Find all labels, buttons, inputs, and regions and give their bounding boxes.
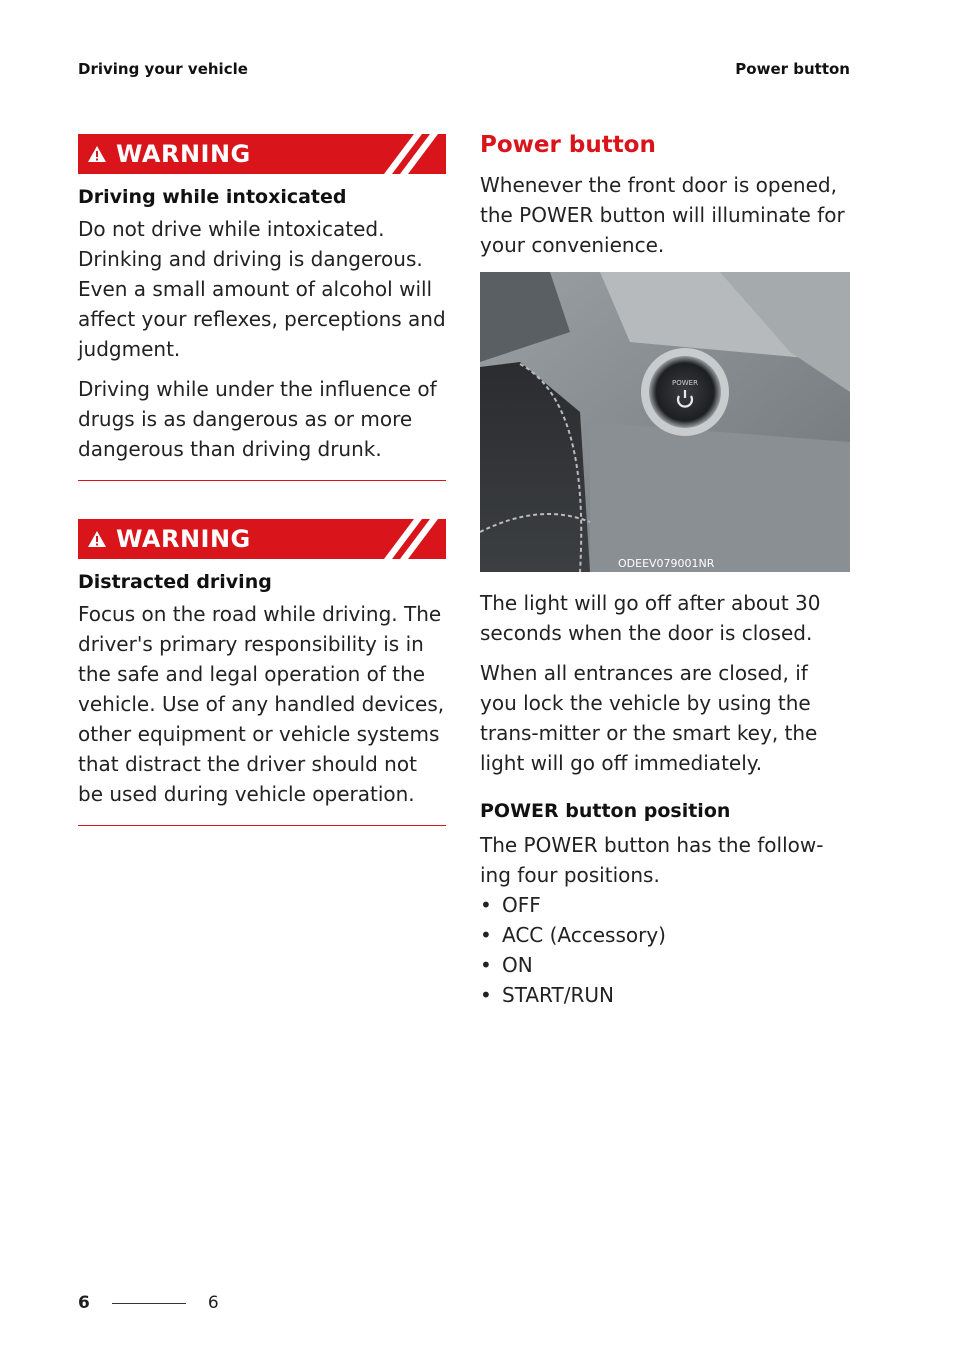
positions-list (480, 890, 850, 1010)
list-item: • OFF (480, 893, 541, 917)
paragraph: The light will go off after about 30 seconds when the door is closed. (480, 591, 821, 645)
paragraph: When all entrances are closed, if you lock the vehicle by using the trans-mitter or the smart key, the light will go off immediately. (480, 661, 818, 775)
page-footer (78, 1293, 219, 1313)
photo-code: ODEEV079001NR (618, 557, 715, 570)
warning-paragraph: Driving while under the influence of drugs is as dangerous as or more dangerous than driving drunk. (78, 377, 437, 461)
left-column (78, 134, 446, 826)
warning-stripes-decoration (380, 519, 446, 559)
warning-divider (78, 825, 446, 826)
intro-paragraph: Whenever the front door is opened, the POWER button will illuminate for your convenience. (480, 173, 845, 257)
subsection-title: POWER button position (480, 800, 731, 822)
paragraph: The POWER button has the follow-ing four positions. (480, 833, 824, 887)
page-number: 6 (207, 1293, 219, 1313)
warning-box-distracted (78, 519, 446, 826)
footer-rule (112, 1303, 186, 1304)
warning-paragraph: Do not drive while intoxicated. Drinking and driving is dangerous. Even a small amount of alcohol will affect your reflexes, perceptions and judgment. (78, 217, 446, 361)
warning-banner (78, 134, 446, 174)
warning-triangle-icon (88, 530, 106, 548)
warning-banner (78, 519, 446, 559)
warning-title: Driving while intoxicated (78, 186, 347, 208)
right-column (480, 132, 850, 1010)
photo-button-label: POWER (672, 379, 698, 387)
running-header-section: Power button (735, 60, 850, 78)
warning-label: WARNING (116, 140, 251, 168)
list-item: • ON (480, 953, 533, 977)
running-header-chapter: Driving your vehicle (78, 60, 248, 78)
warning-box-intoxicated (78, 134, 446, 481)
warning-label: WARNING (116, 525, 251, 553)
warning-paragraph: Focus on the road while driving. The driver's primary responsibility is in the safe and legal operation of the vehicle. Use of any handled devices, other equipment or vehicle systems that distract the driver should not be used during vehicle operation. (78, 602, 445, 806)
list-item: • START/RUN (480, 983, 614, 1007)
power-button-photo (480, 272, 850, 572)
section-title: Power button (480, 132, 656, 158)
warning-title: Distracted driving (78, 571, 272, 593)
warning-stripes-decoration (380, 134, 446, 174)
list-item: • ACC (Accessory) (480, 923, 666, 947)
page-number-chapter: 6 (78, 1293, 90, 1313)
warning-triangle-icon (88, 145, 106, 163)
